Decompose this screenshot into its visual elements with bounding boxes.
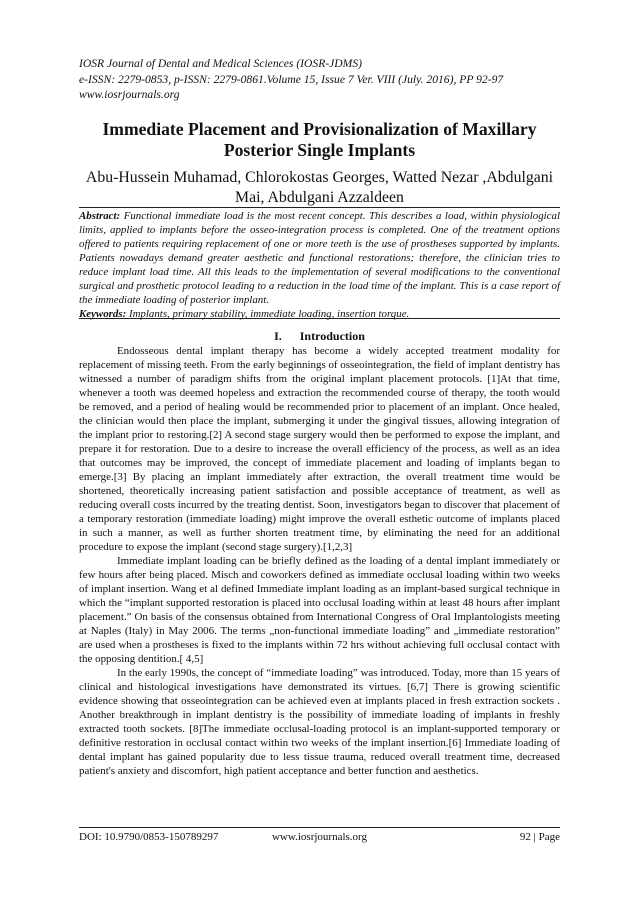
author-list: Abu-Hussein Muhamad, Chlorokostas Georges, Watted Nezar ,Abdulgani Mai, Abdulgani Azzaldeen (85, 169, 554, 206)
journal-name: IOSR Journal of Dental and Medical Sciences (IOSR-JDMS) (79, 57, 362, 70)
section-number: I. (274, 329, 282, 343)
footer-page-number: 92 | Page (519, 831, 560, 843)
footer-rule (79, 827, 560, 828)
paper-title: Immediate Placement and Provisionalization of Maxillary Posterior Single Implants (102, 119, 537, 160)
abstract-paragraph (79, 209, 560, 307)
abstract-text: Functional immediate load is the most recent concept. This describes a load, within physiological limits, applied to implants before the osseo-integration process is completed. One of the treatment options offered to patients requiring replacement of one or more teeth is the use of prostheses supported by implants. Patients nowadays demand greater aesthetic and functional restorations; therefore, the clinician tries to reduce implant load time. All this leads to the implementation of several modifications to the conventional surgical and prosthetic protocol leading to a reduction in the load time of the implant. This is a case report of the immediate loading of posterior implant. (79, 210, 560, 306)
keywords-label: Keywords: (79, 308, 127, 320)
abstract-top-rule (79, 207, 560, 208)
body-paragraph: Immediate implant loading can be briefly defined as the loading of a dental implant immediately or few hours after being placed. Misch and coworkers defined as immediate occlusal loading within two weeks of implant insertion. Wang et al defined Immediate implant loading as an implant-based surgical technique in which the “implant supported restoration is placed into occlusal loading within at least 48 hours after implant placement.” On basis of the consensus obtained from International Congress of Oral Implantologists meeting at Naples (Italy) in May 2006. The terms „non-functional immediate loading” and „immediate restoration” are used when a prostheses is fixed to the implants within 72 hrs without achieving full occlusal contact with the opposing dentition.[ 4,5] (79, 555, 560, 665)
body-paragraph: In the early 1990s, the concept of “immediate loading” was introduced. Today, more than 15 years of clinical and histological investigations have demonstrated its virtues. [6,7] There is growing scientific evidence showing that osseointegration can be achieved even at implants placed in fresh extraction sockets . Another breakthrough in implant dentistry is the possibility of immediate loading of implants in freshly extracted tooth sockets. [8]The immediate occlusal-loading protocol is an implant-supported temporary or definitive restoration in occlusal contact within two weeks of the implant insertion.[6] Immediate loading of dental implant has gained popularity due to less tissue trauma, reduced overall treatment time, decreased patient's anxiety and discomfort, high patient acceptance and better function and aesthetics. (79, 667, 560, 777)
abstract-block (79, 209, 560, 321)
footer-doi: DOI: 10.9790/0853-150789297 (79, 831, 219, 843)
section-heading (79, 329, 560, 344)
abstract-label: Abstract: (79, 210, 121, 222)
body-paragraph: Endosseous dental implant therapy has become a widely accepted treatment modality for replacement of missing teeth. From the early beginnings of osseointegration, the field of implant dentistry has witnessed a number of paradigm shifts from the original implant placement protocols. [1]At that time, whenever a tooth was deemed hopeless and extraction the recommended course of therapy, the tooth would be removed, and a period of healing would be recommended prior to placement of an implant. Once healed, the clinician would then place the implant, submerging it under the gingival tissues, allowing integration of the implant prior to restoring.[2] A second stage surgery would then be performed to expose the implant, and prepare it for restoration. Due to a desire to increase the overall efficiency of the process, as well as an idea that outcomes may be improved, the concept of immediate placement and loading of implants began to emerge.[3] By placing an implant immediately after extraction, the overall treatment time would be shortened, theoretically increasing patient satisfaction and possible acceptance of treatment, as well as reducing overall costs incurred by the treating dentist. Soon, investigators began to discover that placement of a temporary restoration (immediate loading) might improve the overall esthetic outcome of implants placed in such a manner, as well as further shorten treatment time, by eliminating the need for an additional procedure to expose the implant (second stage surgery).[1,2,3] (79, 345, 560, 553)
section-title: Introduction (299, 329, 365, 343)
body-text (79, 344, 560, 778)
journal-website: www.iosrjournals.org (79, 88, 180, 101)
journal-issn-volume: e-ISSN: 2279-0853, p-ISSN: 2279-0861.Volume 15, Issue 7 Ver. VIII (July. 2016), PP 92-97 (79, 72, 504, 86)
footer-website: www.iosrjournals.org (271, 831, 368, 843)
journal-header (79, 56, 579, 103)
keywords-text: Implants, primary stability, immediate loading, insertion torque. (128, 308, 410, 320)
abstract-bottom-rule (79, 318, 560, 319)
